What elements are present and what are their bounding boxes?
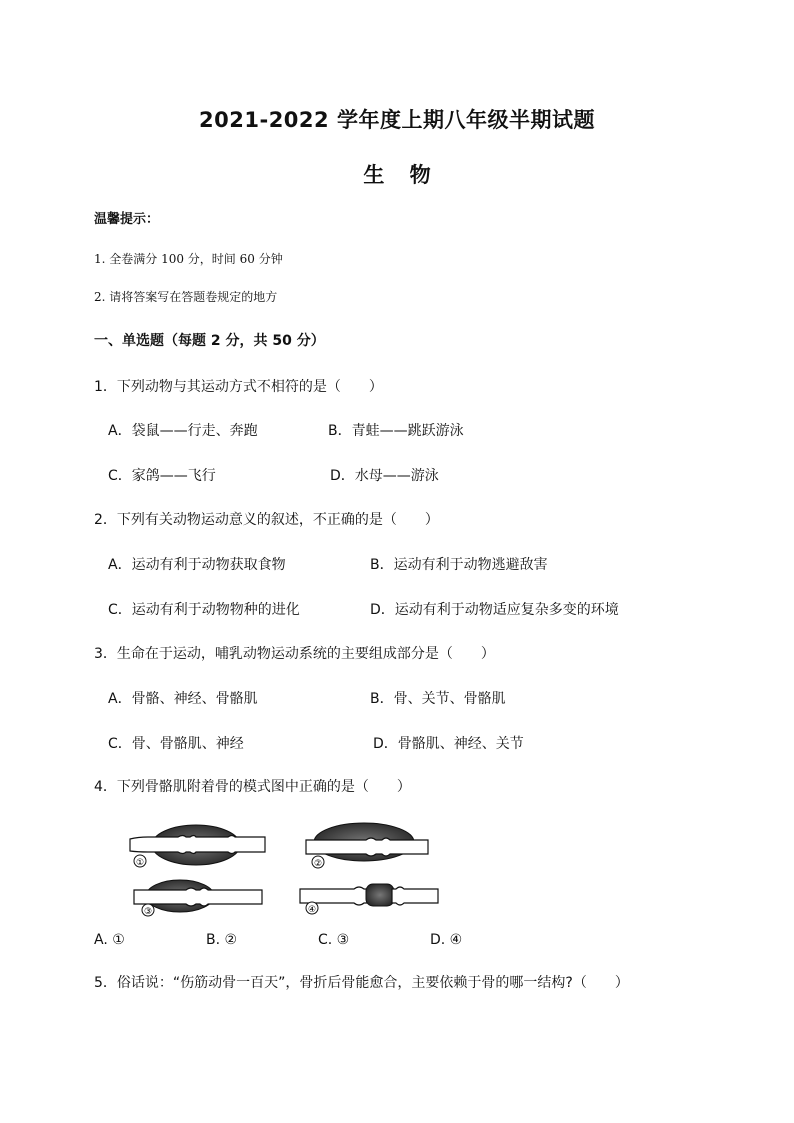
option-d: D. ④ — [430, 932, 463, 948]
bone — [130, 836, 265, 854]
muscle-belly — [366, 884, 394, 906]
option-b: B．青蛙——跳跃游泳 — [328, 423, 464, 439]
diagram-figure-4 — [300, 884, 438, 915]
subject-title: 生 物 — [363, 163, 431, 187]
option-d: D．骨骼肌、神经、关节 — [373, 736, 524, 752]
option-d: D．运动有利于动物适应复杂多变的环境 — [370, 602, 619, 618]
diagram-figure-3 — [134, 880, 262, 917]
question-stem: 5．俗话说：“伤筋动骨一百天”，骨折后骨能愈合，主要依赖于骨的哪一结构?（ ） — [94, 975, 629, 991]
exam-title: 2021-2022 学年度上期八年级半期试题 — [199, 108, 595, 132]
question-stem: 4．下列骨骼肌附着骨的模式图中正确的是（ ） — [94, 779, 411, 795]
option-a: A．运动有利于动物获取食物 — [108, 557, 286, 573]
option-c: C．家鸽——飞行 — [108, 468, 216, 484]
figure-label: ② — [313, 859, 323, 869]
question-stem: 1．下列动物与其运动方式不相符的是（ ） — [94, 379, 383, 395]
option-c: C．骨、骨骼肌、神经 — [108, 736, 244, 752]
question-stem: 2．下列有关动物运动意义的叙述，不正确的是（ ） — [94, 512, 439, 528]
diagram-figure-2 — [306, 823, 428, 869]
muscle-bone-diagram — [128, 818, 448, 920]
question-stem: 3．生命在于运动，哺乳动物运动系统的主要组成部分是（ ） — [94, 646, 495, 662]
option-b: B．骨、关节、骨骼肌 — [370, 691, 506, 707]
bone — [134, 888, 262, 906]
option-a: A. ① — [94, 932, 125, 948]
option-b: B．运动有利于动物逃避敌害 — [370, 557, 548, 573]
tip-item: 2. 请将答案写在答题卷规定的地方 — [94, 290, 278, 304]
option-a: A．袋鼠——行走、奔跑 — [108, 423, 258, 439]
diagram-figure-1 — [130, 825, 265, 868]
option-a: A．骨骼、神经、骨骼肌 — [108, 691, 258, 707]
option-d: D．水母——游泳 — [330, 468, 439, 484]
section-heading: 一、单选题（每题 2 分，共 50 分） — [94, 333, 325, 349]
option-c: C．运动有利于动物物种的进化 — [108, 602, 300, 618]
option-b: B. ② — [206, 932, 238, 948]
figure-label: ① — [135, 858, 145, 868]
figure-label: ④ — [307, 905, 317, 915]
bone — [392, 887, 438, 905]
tips-heading: 温馨提示： — [94, 212, 160, 227]
option-c: C. ③ — [318, 932, 350, 948]
bone — [306, 838, 428, 856]
figure-label: ③ — [143, 907, 153, 917]
tip-item: 1. 全卷满分 100 分，时间 60 分钟 — [94, 252, 283, 266]
